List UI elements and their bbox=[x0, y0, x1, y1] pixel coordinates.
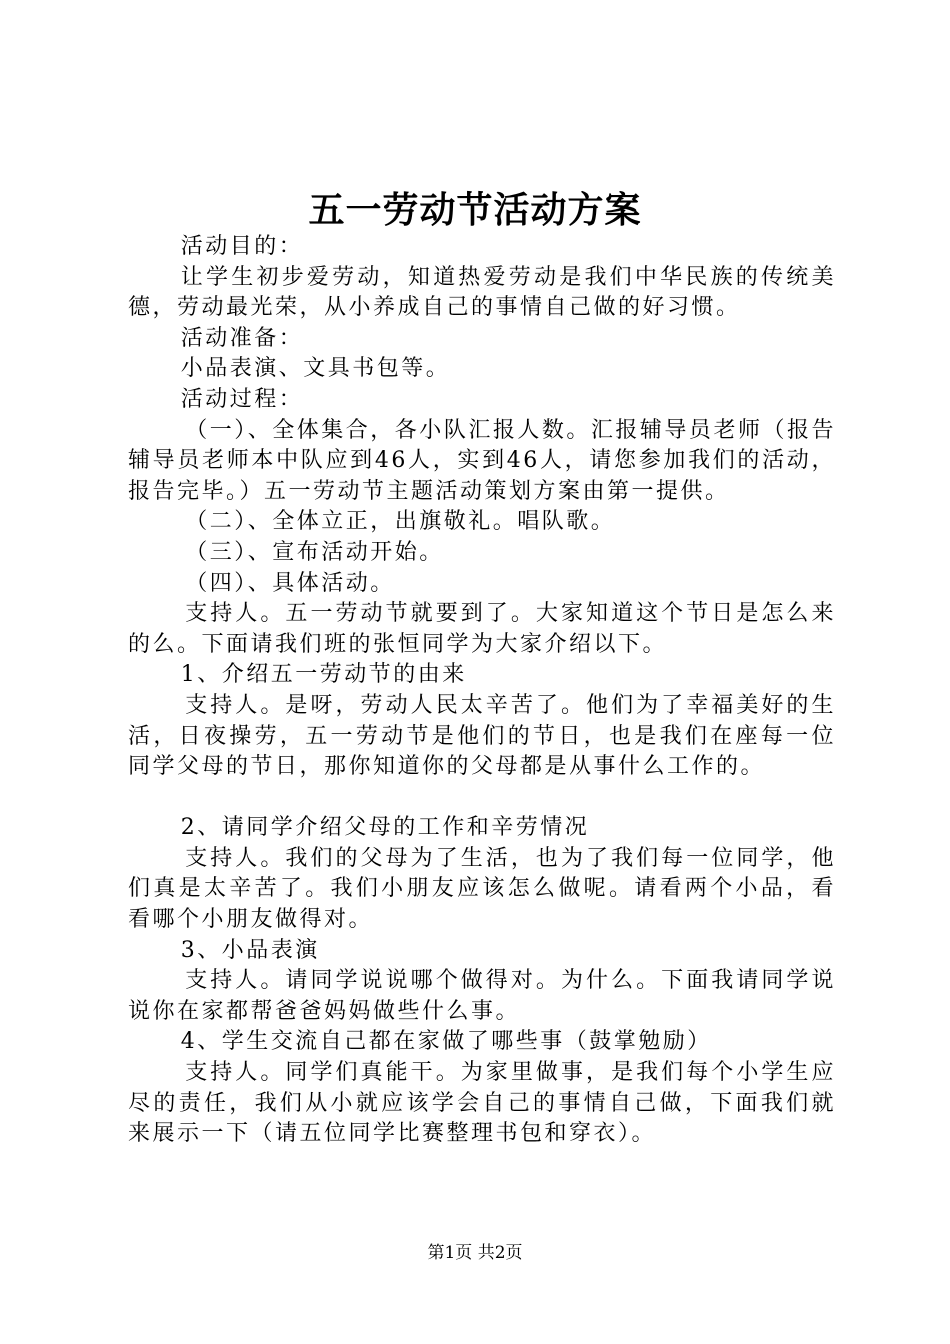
paragraph-item-2: 2、请同学介绍父母的工作和辛劳情况 bbox=[180, 815, 590, 841]
paragraph-process-heading: 活动过程： bbox=[180, 386, 304, 412]
paragraph-item-3: 3、小品表演 bbox=[180, 937, 320, 963]
paragraph-step-1: （一）、全体集合，各小队汇报人数。汇报辅导员老师（报告辅导员老师本中队应到46人，实到46人，请您参加我们的活动，报告完毕。）五一劳动节主题活动策划方案由第一提供。 bbox=[128, 417, 836, 504]
paragraph-step-4: （四）、具体活动。 bbox=[185, 570, 395, 596]
document-body bbox=[128, 232, 836, 1150]
paragraph-purpose: 让学生初步爱劳动，知道热爱劳动是我们中华民族的传统美德，劳动最光荣，从小养成自己的事情自己做的好习惯。 bbox=[128, 264, 836, 321]
page-footer: 第1页 共2页 bbox=[427, 1243, 523, 1263]
paragraph-preparation-heading: 活动准备： bbox=[180, 325, 304, 351]
paragraph-host-1: 支持人。五一劳动节就要到了。大家知道这个节日是怎么来的么。下面请我们班的张恒同学为大家介绍以下。 bbox=[128, 601, 836, 657]
paragraph-preparation: 小品表演、文具书包等。 bbox=[180, 356, 451, 382]
blank-line bbox=[128, 783, 836, 814]
paragraph-item-4: 4、学生交流自己都在家做了哪些事（鼓掌勉励） bbox=[180, 1029, 712, 1055]
paragraph-step-3: （三）、宣布活动开始。 bbox=[185, 539, 444, 565]
paragraph-host-4: 支持人。请同学说说哪个做得对。为什么。下面我请同学说说你在家都帮爸爸妈妈做些什么事。 bbox=[128, 968, 836, 1024]
paragraph-host-3: 支持人。我们的父母为了生活，也为了我们每一位同学，他们真是太辛苦了。我们小朋友应该怎么做呢。请看两个小品，看看哪个小朋友做得对。 bbox=[128, 845, 836, 933]
document-title: 五一劳动节活动方案 bbox=[308, 189, 642, 231]
paragraph-purpose-heading: 活动目的： bbox=[180, 234, 304, 259]
paragraph-step-2: （二）、全体立正，出旗敬礼。唱队歌。 bbox=[185, 509, 616, 535]
paragraph-host-2: 支持人。是呀，劳动人民太辛苦了。他们为了幸福美好的生活，日夜操劳，五一劳动节是他们的节日，也是我们在座每一位同学父母的节日，那你知道你的父母都是从事什么工作的。 bbox=[128, 692, 836, 780]
paragraph-item-1: 1、介绍五一劳动节的由来 bbox=[180, 662, 467, 688]
paragraph-host-5: 支持人。同学们真能干。为家里做事，是我们每个小学生应尽的责任，我们从小就应该学会自己的事情自己做，下面我们就来展示一下（请五位同学比赛整理书包和穿衣）。 bbox=[128, 1060, 836, 1147]
